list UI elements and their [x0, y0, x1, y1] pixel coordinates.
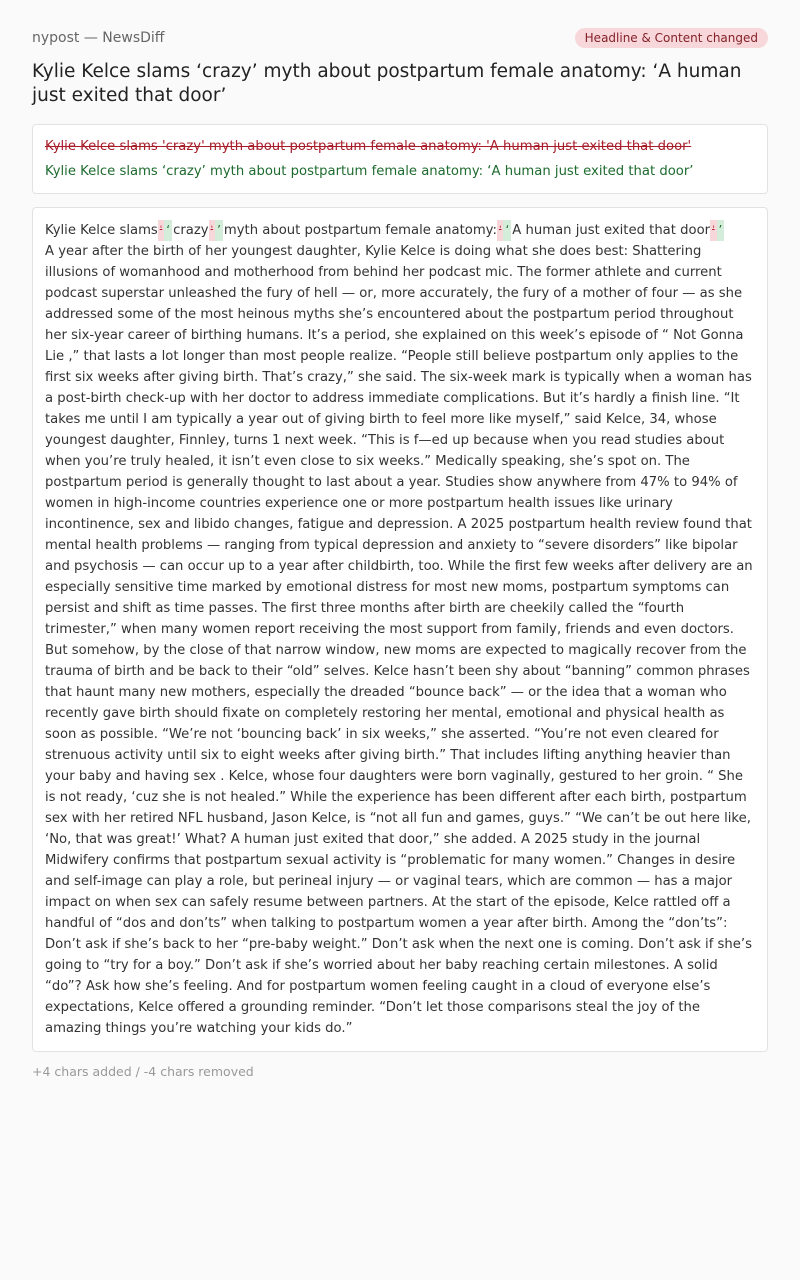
old-headline: Kylie Kelce slams 'crazy' myth about postpartum female anatomy: 'A human just exited that door': [45, 139, 692, 154]
body-headline-segment: A human just exited that door: [512, 223, 711, 238]
body-headline-diff: [45, 220, 755, 241]
added-quote: ’: [717, 220, 725, 241]
source-label: nypost — NewsDiff: [32, 30, 165, 46]
change-badge: Headline & Content changed: [575, 28, 768, 48]
body-headline-segment: crazy: [173, 223, 209, 238]
added-quote: ‘: [164, 220, 172, 241]
body-headline-segment: myth about postpartum female anatomy:: [223, 223, 497, 238]
diff-stats: +4 chars added / -4 chars removed: [32, 1064, 254, 1079]
removed-quote: ': [209, 220, 215, 241]
new-headline: Kylie Kelce slams ‘crazy’ myth about postpartum female anatomy: ‘A human just exited that door’: [45, 164, 694, 179]
removed-quote: ': [158, 220, 164, 241]
page-title: Kylie Kelce slams ‘crazy’ myth about postpartum female anatomy: ‘A human just exited that door’: [32, 61, 742, 106]
body-diff-card: [32, 207, 768, 1052]
added-quote: ‘: [503, 220, 511, 241]
top-bar: [32, 0, 768, 49]
body-headline-segment: Kylie Kelce slams: [45, 223, 158, 238]
removed-quote: ': [497, 220, 503, 241]
headline-diff-card: [32, 124, 768, 194]
removed-quote: ': [710, 220, 716, 241]
article-body: A year after the birth of her youngest daughter, Kylie Kelce is doing what she does best: Shattering illusions of womanhood and motherhood from behind her podcast mic. The former athlete and current podcast superstar unleashed the fury of hell — or, more accurately, the fury of a mother of four — as she addressed some of the most heinous myths she’s encountered about the postpartum period throughout her six-year career of birthing humans. It’s a period, she explained on this week’s episode of “ Not Gonna Lie ,” that lasts a lot longer than most people realize. “People still believe postpartum only applies to the first six weeks after giving birth. That’s crazy,” she said. The six-week mark is typically when a woman has a post-birth check-up with her doctor to address immediate complications. But it’s hardly a finish line. “It takes me until I am typically a year out of giving birth to feel more like myself,” said Kelce, 34, whose youngest daughter, Finnley, turns 1 next week. “This is f—ed up because when you read studies about when you’re truly healed, it isn’t even close to six weeks.” Medically speaking, she’s spot on. The postpartum period is generally thought to last about a year. Studies show anywhere from 47% to 94% of women in high-income countries experience one or more postpartum health issues like urinary incontinence, sex and libido changes, fatigue and depression. A 2025 postpartum health review found that mental health problems — ranging from typical depression and anxiety to “severe disorders” like bipolar and psychosis — can occur up to a year after childbirth, too. While the first few weeks after delivery are an especially sensitive time marked by emotional distress for most new moms, postpartum symptoms can persist and shift as time passes. The first three months after birth are cheekily called the “fourth trimester,” when many women report receiving the most support from family, friends and even doctors. But somehow, by the close of that narrow window, new moms are expected to magically recover from the trauma of birth and be back to their “old” selves. Kelce hasn’t been shy about “banning” common phrases that haunt many new mothers, especially the dreaded “bounce back” — or the idea that a woman who recently gave birth should fixate on completely restoring her mental, emotional and physical health as soon as possible. “We’re not ‘bouncing back’ in six weeks,” she asserted. “You’re not even cleared for strenuous activity until six to eight weeks after giving birth.” That includes lifting anything heavier than your baby and having sex . Kelce, whose four daughters were born vaginally, gestured to her groin. “ She is not ready, ‘cuz she is not healed.” While the experience has been different after each birth, postpartum sex with her retired NFL husband, Jason Kelce, is “not all fun and games, guys.” “We can’t be out here like, ‘No, that was great!’ What? A human just exited that door,” she added. A 2025 study in the journal Midwifery confirms that postpartum sexual activity is “problematic for many women.” Changes in desire and self-image can play a role, but perineal injury — or vaginal tears, which are common — has a major impact on when sex can safely resume between partners. At the start of the episode, Kelce rattled off a handful of “dos and don’ts” when talking to postpartum women a year after birth. Among the “don’ts”: Don’t ask if she’s back to her “pre-baby weight.” Don’t ask when the next one is coming. Don’t ask if she’s going to “try for a boy.” Don’t ask if she’s worried about her baby reaching certain milestones. A solid “do”? Ask how she’s feeling. And for postpartum women feeling caught in a cloud of everyone else’s expectations, Kelce offered a grounding reminder. “Don’t let those comparisons steal the joy of the amazing things you’re watching your kids do.”: [45, 244, 753, 1036]
added-quote: ’: [215, 220, 223, 241]
